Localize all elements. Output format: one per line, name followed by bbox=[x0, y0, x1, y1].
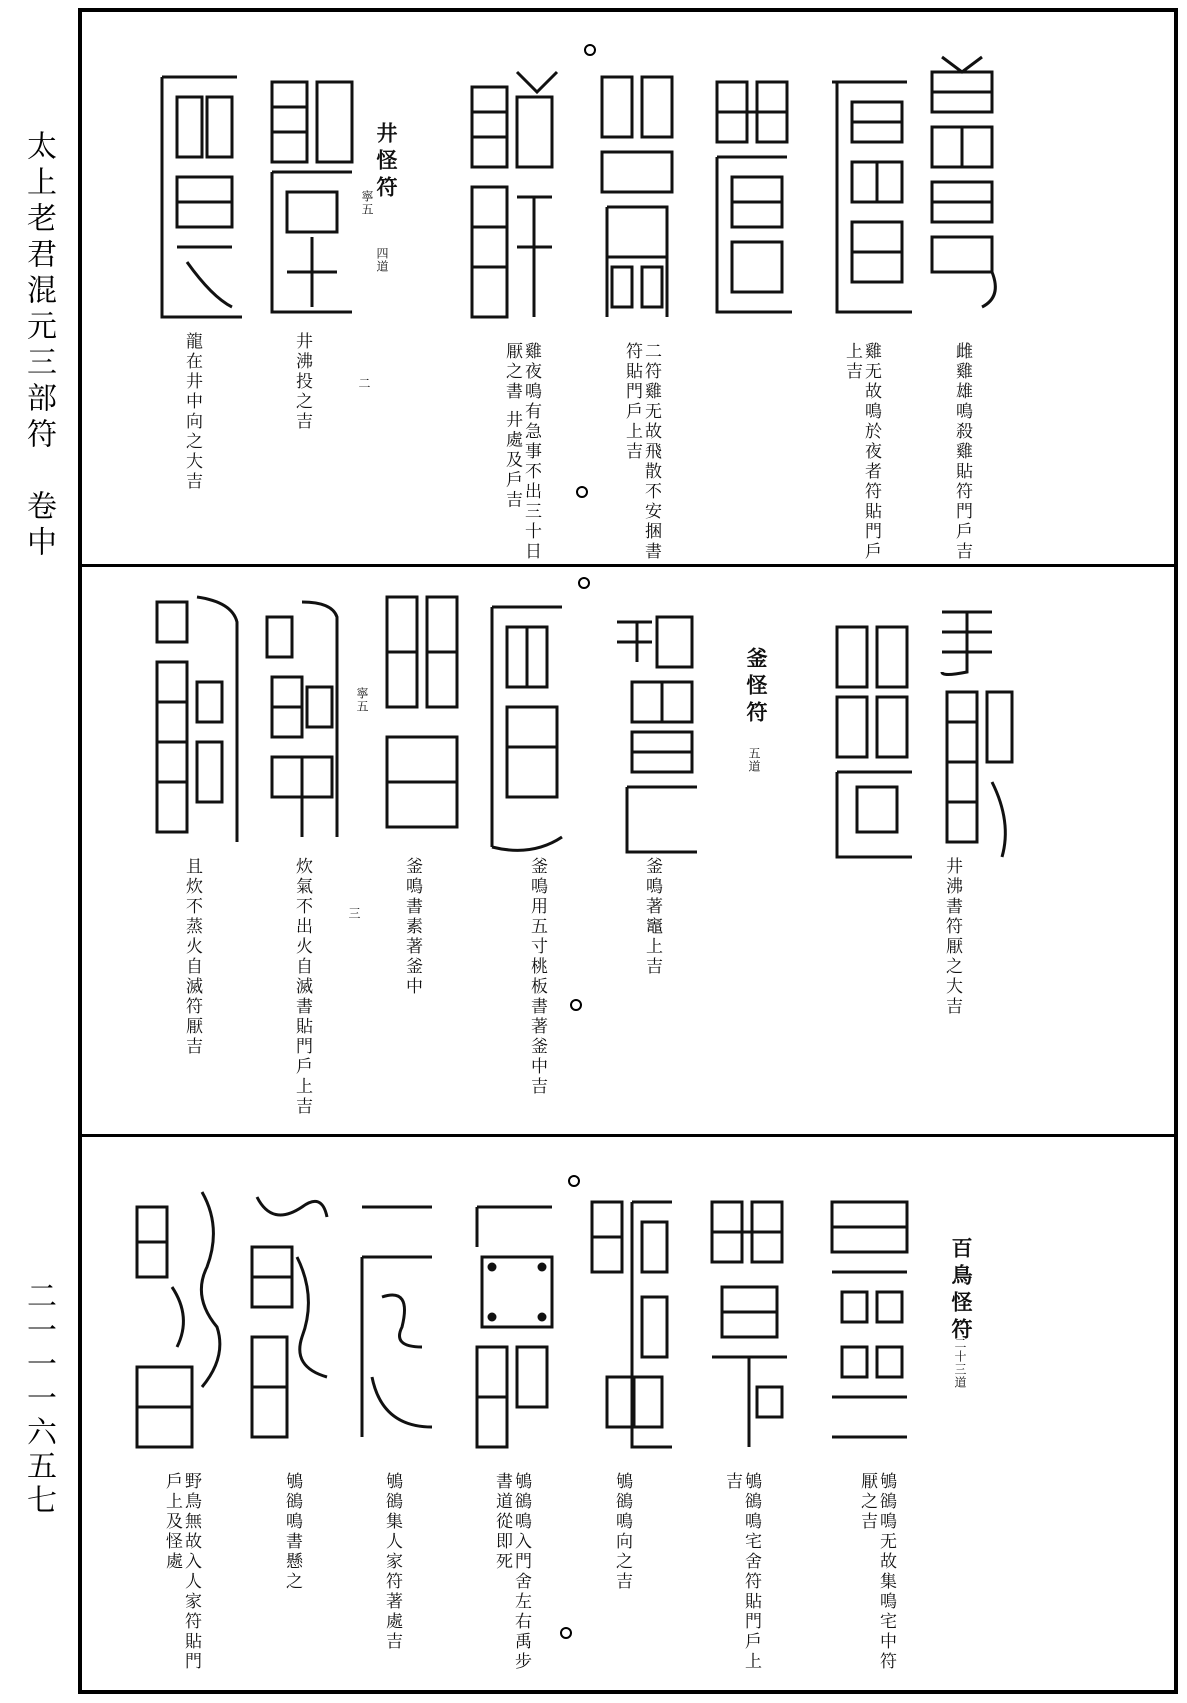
caption: 雞夜鳴有急事不出三十日厭之書 井處及戶吉 bbox=[502, 342, 541, 562]
caption: 鴝鵒集人家符著處吉 bbox=[382, 1472, 402, 1652]
talisman-glyph bbox=[132, 1187, 232, 1457]
section-count: 五道 bbox=[747, 747, 761, 773]
talisman-glyph bbox=[827, 72, 917, 322]
caption: 鴝鵒鳴入門舍左右禹步書道從即死 bbox=[492, 1472, 531, 1672]
caption: 鴝鵒鳴宅舍符貼門戶上吉 bbox=[722, 1472, 761, 1672]
panel-well-talisman bbox=[82, 12, 1174, 567]
talisman-glyph bbox=[242, 1187, 337, 1457]
caption: 釜鳴著竈上吉 bbox=[642, 857, 662, 977]
caption: 且炊不蒸火自滅符厭吉 bbox=[182, 857, 202, 1057]
caption: 雌雞雄鳴殺雞貼符門戶吉 bbox=[952, 342, 972, 562]
caption: 鴝鵒鳴書懸之 bbox=[282, 1472, 302, 1592]
section-count: 二十三道 bbox=[953, 1337, 967, 1389]
talisman-glyph bbox=[702, 1197, 792, 1457]
caption: 釜鳴用五寸桃板書著釜中吉 bbox=[527, 857, 547, 1097]
talisman-glyph bbox=[262, 72, 357, 322]
talisman-glyph bbox=[462, 67, 562, 332]
talisman-glyph bbox=[352, 1197, 442, 1447]
talisman-glyph bbox=[822, 1197, 917, 1457]
small-mark: 三 bbox=[347, 907, 361, 920]
talisman-glyph bbox=[707, 72, 797, 322]
caption: 野鳥無故入人家符貼門戶上及怪處 bbox=[162, 1472, 201, 1672]
section-heading: 釜怪符 bbox=[744, 647, 769, 728]
panel-cauldron-talisman bbox=[82, 567, 1174, 1137]
caption: 釜鳴書素著釜中 bbox=[402, 857, 422, 997]
caption: 井沸書符厭之大吉 bbox=[942, 857, 962, 1017]
page-frame bbox=[78, 8, 1178, 1694]
caption: 龍在井中向之大吉 bbox=[182, 332, 202, 492]
circle-mark bbox=[560, 1627, 572, 1639]
circle-mark bbox=[584, 44, 596, 56]
caption: 鴝鵒鳴向之吉 bbox=[612, 1472, 632, 1592]
circle-mark bbox=[568, 1175, 580, 1187]
talisman-glyph bbox=[827, 617, 917, 867]
section-heading: 井怪符 bbox=[374, 122, 399, 203]
section-heading: 百鳥怪符 bbox=[949, 1237, 974, 1345]
talisman-glyph bbox=[377, 587, 462, 842]
circle-mark bbox=[578, 577, 590, 589]
caption: 炊氣不出火自滅書貼門戶上吉 bbox=[292, 857, 312, 1117]
talisman-glyph bbox=[482, 597, 572, 857]
talisman-glyph bbox=[152, 592, 247, 852]
small-mark: 寧五 bbox=[360, 190, 374, 216]
caption: 鴝鵒鳴无故集鳴宅中符厭之吉 bbox=[857, 1472, 896, 1672]
talisman-glyph bbox=[467, 1197, 562, 1457]
talisman-glyph bbox=[612, 612, 702, 862]
caption: 二符雞无故飛散不安捆書符貼門戶上吉 bbox=[622, 342, 661, 562]
circle-mark bbox=[576, 486, 588, 498]
small-mark: 二 bbox=[357, 377, 371, 390]
book-title: 太上老君混元三部符 卷中 bbox=[21, 130, 56, 562]
talisman-glyph bbox=[922, 52, 1012, 312]
talisman-glyph bbox=[262, 597, 357, 852]
caption: 井沸投之吉 bbox=[292, 332, 312, 432]
circle-mark bbox=[570, 999, 582, 1011]
page-number: 二一一一六五七 bbox=[21, 1280, 56, 1518]
talisman-glyph bbox=[152, 67, 247, 327]
talisman-glyph bbox=[587, 1197, 677, 1457]
section-count: 四道 bbox=[375, 247, 389, 273]
small-mark: 寧五 bbox=[355, 687, 369, 713]
panel-birds-talisman bbox=[82, 1137, 1174, 1690]
talisman-glyph bbox=[932, 602, 1022, 867]
talisman-glyph bbox=[592, 67, 682, 327]
caption: 雞无故鳴於夜者符貼門戶上吉 bbox=[842, 342, 881, 562]
